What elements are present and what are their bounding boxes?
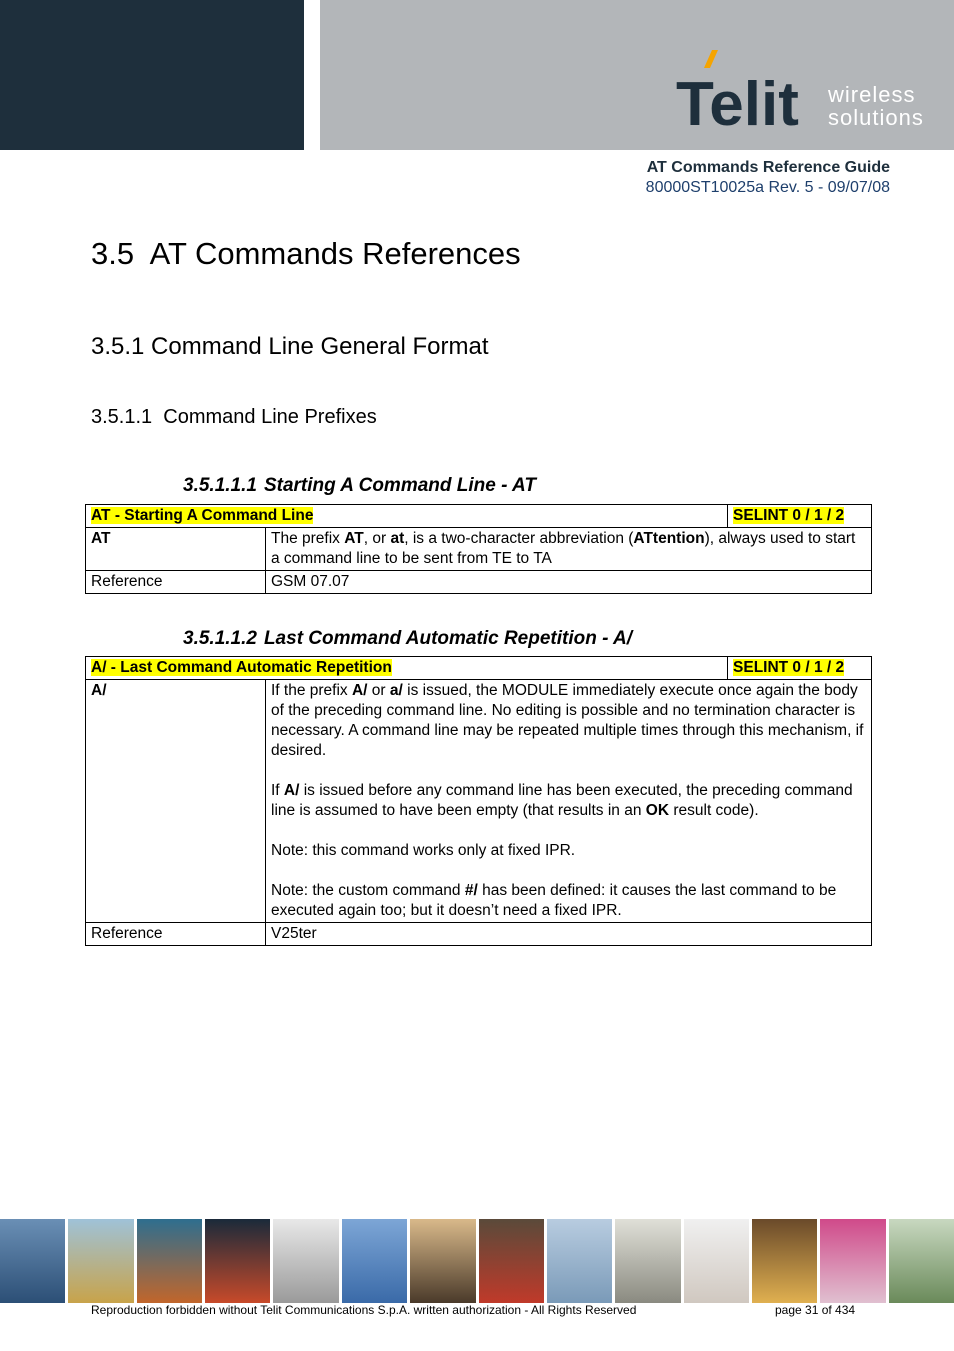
paragraph: Note: this command works only at fixed IPR.: [271, 842, 576, 859]
reference-label: Reference: [86, 571, 266, 594]
table-row: [86, 923, 872, 946]
section-number: 3.5.1.1.1: [183, 475, 257, 496]
heading-3-5-1: 3.5.1 Command Line General Format: [91, 333, 489, 360]
section-title: Starting A Command Line - AT: [263, 475, 536, 496]
description-cell: [266, 680, 872, 923]
reference-label: Reference: [86, 923, 266, 946]
table-row: [86, 680, 872, 923]
reference-value: GSM 07.07: [266, 571, 872, 594]
reference-value: V25ter: [266, 923, 872, 946]
heading-3-5: 3.5 AT Commands References: [91, 236, 521, 271]
table-title-cell: [86, 657, 728, 680]
section-title: Last Command Automatic Repetition - A/: [263, 628, 633, 649]
heading-3-5-1-1-2: [183, 628, 632, 650]
table-title: A/ - Last Command Automatic Repetition: [91, 659, 392, 676]
table-a-slash-command: [85, 656, 872, 946]
table-row: [86, 528, 872, 571]
command-cell: AT: [86, 528, 266, 571]
section-number: 3.5.1.1.2: [183, 628, 257, 649]
footer-image-strip: [0, 1219, 954, 1303]
selint-cell: [728, 505, 872, 528]
footer-copyright: Reproduction forbidden without Telit Communications S.p.A. written authorization - All Rights Reserved: [91, 1303, 637, 1317]
table-at-command: [85, 504, 872, 594]
description-cell: The prefix AT, or at, is a two-character abbreviation (ATtention), always used to start a command line to be sent from TE to TA: [266, 528, 872, 571]
svg-text:solutions: solutions: [828, 105, 924, 130]
command-cell: A/: [86, 680, 266, 923]
paragraph: If the prefix A/ or a/ is issued, the MODULE immediately execute once again the body of the preceding command line. No editing is possible and no termination character is necessary. A command line may be repeated multiple times through this mechanism, if desired.: [271, 682, 864, 759]
table-title: AT - Starting A Command Line: [91, 507, 314, 524]
table-header-row: [86, 657, 872, 680]
telit-logo: [676, 50, 936, 130]
selint-label: SELINT 0 / 1 / 2: [733, 507, 845, 524]
doc-revision: 80000ST10025a Rev. 5 - 09/07/08: [645, 179, 890, 196]
heading-3-5-1-1-1: [183, 475, 536, 497]
heading-3-5-1-1: 3.5.1.1 Command Line Prefixes: [91, 406, 377, 428]
table-title-cell: [86, 505, 728, 528]
table-header-row: [86, 505, 872, 528]
svg-text:Telit: Telit: [676, 70, 799, 130]
doc-title: AT Commands Reference Guide: [646, 159, 890, 176]
paragraph: Note: the custom command #/ has been defined: it causes the last command to be executed again too; but it doesn’t need a fixed IPR.: [271, 882, 837, 919]
table-row: [86, 571, 872, 594]
paragraph: If A/ is issued before any command line has been executed, the preceding command line is assumed to have been empty (that results in an OK result code).: [271, 782, 853, 819]
svg-text:wireless: wireless: [828, 82, 916, 107]
selint-label: SELINT 0 / 1 / 2: [733, 659, 845, 676]
header-dark-block: [0, 0, 304, 150]
page-number: page 31 of 434: [775, 1303, 856, 1317]
selint-cell: [728, 657, 872, 680]
